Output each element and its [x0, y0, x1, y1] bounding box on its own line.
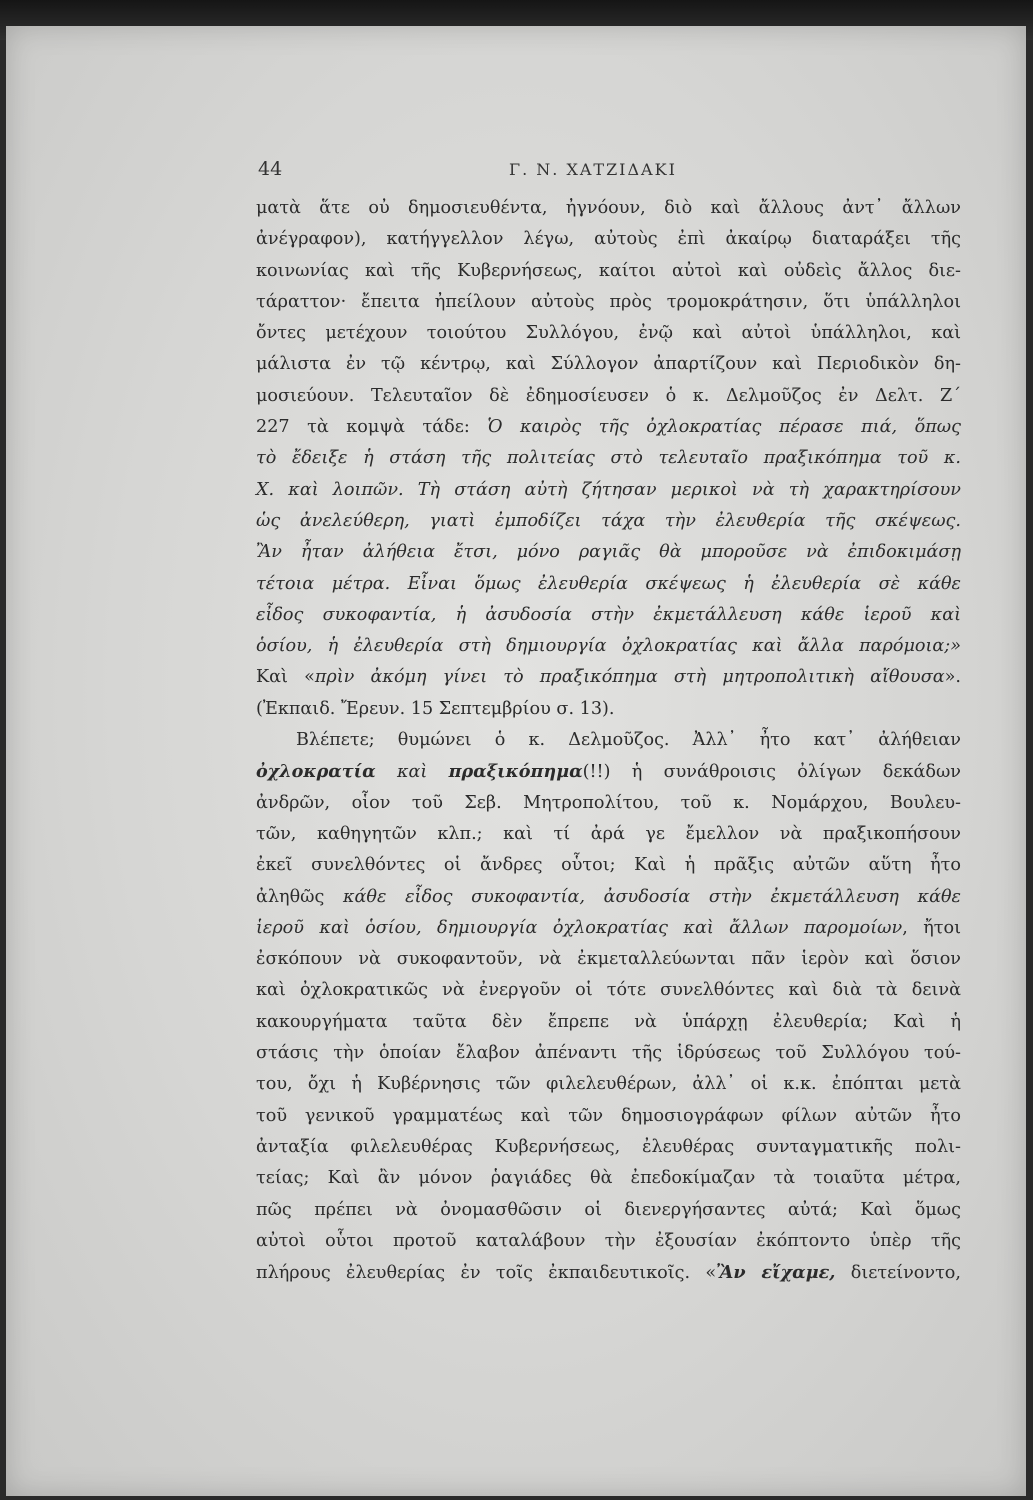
text-line	[256, 944, 961, 975]
text-run: , ἤτοι	[902, 917, 962, 938]
text-run: Καὶ «	[256, 667, 315, 688]
text-line	[256, 1226, 961, 1257]
quote-line	[256, 475, 961, 506]
text-line	[256, 819, 961, 850]
text-line	[256, 412, 961, 443]
text-line	[256, 1132, 961, 1163]
running-head	[252, 152, 952, 182]
text-line	[256, 318, 961, 349]
text-run: στάσις τὴν ὁποίαν ἔλαβον ἀπέναντι τῆς ἱδρύσεως τοῦ Συλλόγου τού-	[256, 1043, 961, 1064]
text-run: κοινωνίας καὶ τῆς Κυβερνήσεως, καίτοι αὐτοὶ καὶ οὐδεὶς ἄλλος διε-	[256, 260, 961, 281]
text-line	[256, 788, 961, 819]
quote-line	[256, 631, 961, 662]
quote-line	[256, 506, 961, 537]
citation: (Ἐκπαιδ. Ἔρευν. 15 Σεπτεμβρίου σ. 13).	[256, 698, 615, 719]
text-run: μάλιστα ἐν τῷ κέντρῳ, καὶ Σύλλογον ἀπαρτίζουν καὶ Περιοδικὸν δη-	[256, 354, 961, 375]
text-run: ἐκεῖ συνελθόντες οἱ ἄνδρες οὗτοι; Καὶ ἡ πρᾶξις αὐτῶν αὕτη ἦτο	[256, 855, 961, 876]
text-line	[256, 1257, 961, 1288]
paragraph-start-line	[256, 725, 961, 756]
text-run: ὄντες μετέχουν τοιούτου Συλλόγου, ἐνῷ καὶ αὐτοὶ ὑπάλληλοι, καὶ	[256, 323, 961, 344]
text-line	[256, 224, 961, 255]
text-line	[256, 1163, 961, 1194]
text-run: ἐσκόπουν νὰ συκοφαντοῦν, νὰ ἐκμεταλλεύωνται πᾶν ἱερὸν καὶ ὅσιον	[256, 949, 961, 970]
text-run: τοῦ γενικοῦ γραμματέως καὶ τῶν δημοσιογράφων φίλων αὐτῶν ἦτο	[256, 1105, 961, 1126]
quoted-text: Χ. καὶ λοιπῶν. Τὴ στάση αὐτὴ ζήτησαν μερικοὶ νὰ τὴ χαρακτηρίσουν	[256, 479, 961, 500]
body-text	[256, 193, 961, 1288]
text-run: του, ὄχι ἡ Κυβέρνησις τῶν φιλελευθέρων, ἀλλ᾽ οἱ κ.κ. ἐπόπται μετὰ	[256, 1074, 961, 1095]
citation-line	[256, 694, 961, 725]
text-run: ματὰ ἅτε οὐ δημοσιευθέντα, ἠγνόουν, διὸ καὶ ἄλλους ἀντ᾽ ἄλλων	[256, 198, 961, 218]
text-run: (!!) ἡ συνάθροισις ὀλίγων δεκάδων	[582, 762, 961, 783]
quoted-text: ὡς ἀνελεύθερη, γιατὶ ἐμποδίζει τάχα τὴν ἐλευθερία τῆς σκέψεως.	[256, 510, 961, 531]
text-line	[256, 1195, 961, 1226]
quoted-text: κάθε εἶδος συκοφαντία, ἀσυδοσία στὴν ἐκμετάλλευση κάθε	[343, 886, 961, 907]
text-line	[256, 287, 961, 318]
text-line	[256, 662, 961, 693]
emphasized-term: ὀχλοκρατία	[256, 761, 376, 783]
text-line	[256, 193, 961, 224]
quoted-text: Ὁ καιρὸς τῆς ὀχλοκρατίας πέρασε πιά, ὅπως	[487, 417, 961, 438]
text-line	[256, 913, 961, 944]
quote-line	[256, 537, 961, 568]
text-run: καὶ	[375, 762, 449, 783]
quote-line	[256, 443, 961, 474]
text-line	[256, 850, 961, 881]
text-line	[256, 756, 961, 787]
quoted-text: Ἂν ἦταν ἀλήθεια ἔτσι, μόνο ραγιᾶς θὰ μποροῦσε νὰ ἐπιδοκιμάσῃ	[256, 542, 961, 563]
quote-line	[256, 600, 961, 631]
text-run: πῶς πρέπει νὰ ὀνομασθῶσιν οἱ διενεργήσαντες αὐτά; Καὶ ὅμως	[256, 1199, 961, 1220]
running-title: Γ. Ν. ΧΑΤΖΙΔΑΚΙ	[509, 160, 677, 179]
quoted-text: τέτοια μέτρα. Εἶναι ὅμως ἐλευθερία σκέψεως ἡ ἐλευθερία σὲ κάθε	[256, 573, 961, 594]
quote-line	[256, 569, 961, 600]
text-line	[256, 349, 961, 380]
text-line	[256, 975, 961, 1006]
quoted-text: ἱεροῦ καὶ ὁσίου, δημιουργία ὀχλοκρατίας καὶ ἄλλων παρομοίων	[256, 917, 903, 938]
text-line	[256, 256, 961, 287]
text-run: καὶ ὀχλοκρατικῶς νὰ ἐνεργοῦν οἱ τότε συνελθόντες καὶ διὰ τὰ δεινὰ	[256, 980, 961, 1001]
page-number: 44	[258, 158, 283, 180]
emphasized-term: πραξικόπημα	[448, 761, 583, 783]
quoted-text: τὸ ἔδειξε ἡ στάση τῆς πολιτείας στὸ τελευταῖο πραξικόπημα τοῦ κ.	[256, 448, 961, 469]
text-run: τάραττον· ἔπειτα ἠπείλουν αὐτοὺς πρὸς τρομοκράτησιν, ὅτι ὑπάλληλοι	[256, 291, 961, 312]
text-run: 227 τὰ κομψὰ τάδε:	[256, 417, 488, 438]
text-run: διετείνοντο,	[835, 1263, 961, 1284]
text-line	[256, 381, 961, 412]
text-run: αὐτοὶ οὗτοι προτοῦ καταλάβουν τὴν ἐξουσίαν ἐκόπτοντο ὑπὲρ τῆς	[256, 1230, 961, 1251]
text-run: ἀνδρῶν, οἷον τοῦ Σεβ. Μητροπολίτου, τοῦ κ. Νομάρχου, Βουλευ-	[256, 792, 961, 813]
quoted-text: εἶδος συκοφαντία, ἡ ἀσυδοσία στὴν ἐκμετάλλευση κάθε ἱεροῦ καὶ	[256, 604, 961, 625]
text-run: Βλέπετε; θυμώνει ὁ κ. Δελμοῦζος. Ἀλλ᾽ ἦτο κατ᾽ ἀλήθειαν	[296, 730, 961, 751]
text-run: πλήρους ἐλευθερίας ἐν τοῖς ἐκπαιδευτικοῖς. «	[256, 1263, 717, 1284]
text-line	[256, 1007, 961, 1038]
text-line	[256, 882, 961, 913]
text-run: κακουργήματα ταῦτα δὲν ἔπρεπε νὰ ὑπάρχῃ ἐλευθερία; Καὶ ἡ	[256, 1011, 961, 1032]
text-line	[256, 1038, 961, 1069]
text-run: ἀνταξία φιλελευθέρας Κυβερνήσεως, ἐλευθέρας συνταγματικῆς πολι-	[256, 1136, 961, 1157]
quoted-text: πρὶν ἀκόμη γίνει τὸ πραξικόπημα στὴ μητροπολιτικὴ αἴθουσα	[314, 667, 945, 688]
text-run: μοσιεύουν. Τελευταῖον δὲ ἐδημοσίευσεν ὁ κ. Δελμοῦζος ἐν Δελτ. Ζ´	[256, 385, 961, 406]
text-line	[256, 1101, 961, 1132]
text-run: τείας; Καὶ ἂν μόνον ῥαγιάδες θὰ ἐπεδοκίμαζαν τὰ τοιαῦτα μέτρα,	[256, 1168, 961, 1189]
quoted-text: ὁσίου, ἡ ἐλευθερία στὴ δημιουργία ὀχλοκρατίας καὶ ἄλλα παρόμοια;»	[256, 636, 961, 657]
text-run: τῶν, καθηγητῶν κλπ.; καὶ τί ἀρά γε ἔμελλον νὰ πραξικοπήσουν	[256, 823, 961, 844]
text-line	[256, 1069, 961, 1100]
text-run: ἀνέγραφον), κατήγγελλον λέγω, αὐτοὺς ἐπὶ ἀκαίρῳ διαταράξει τῆς	[256, 229, 961, 250]
quoted-text: Ἂν εἴχαμε,	[716, 1262, 836, 1284]
text-run: ».	[944, 667, 961, 688]
text-run: ἀληθῶς	[256, 886, 344, 907]
